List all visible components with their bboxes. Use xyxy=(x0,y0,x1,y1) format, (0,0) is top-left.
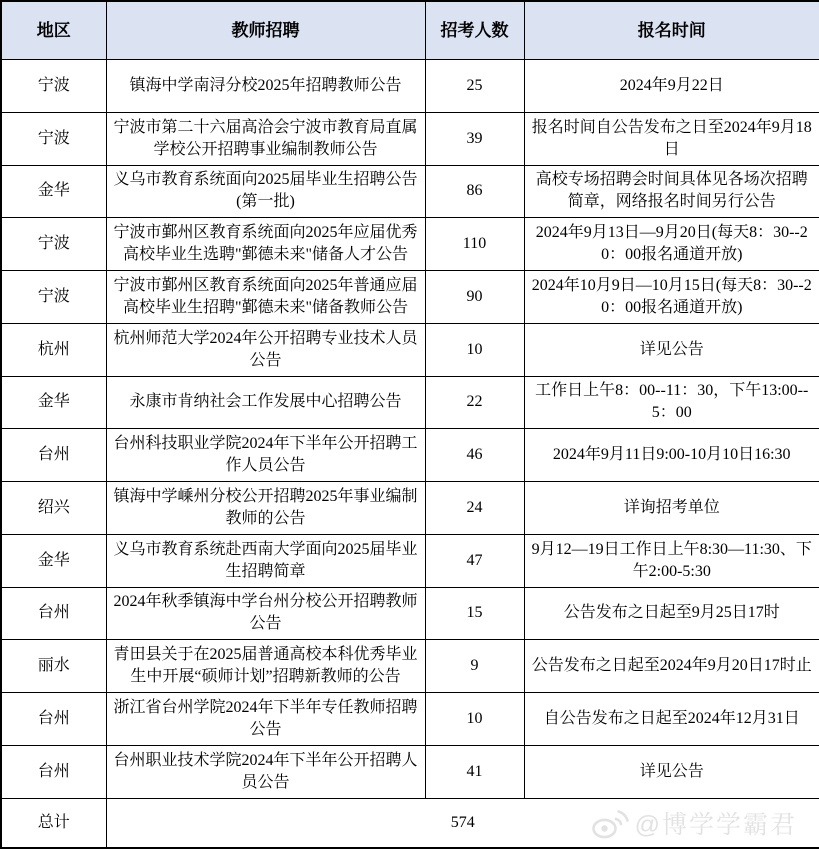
region-cell: 台州 xyxy=(1,429,106,482)
header-row xyxy=(1,1,819,60)
region-cell: 台州 xyxy=(1,745,106,798)
region-cell: 金华 xyxy=(1,376,106,429)
header-count: 招考人数 xyxy=(425,1,524,60)
count-cell: 90 xyxy=(425,271,524,324)
time-cell: 报名时间自公告发布之日至2024年9月18日 xyxy=(524,112,819,165)
time-cell: 工作日上午8：00--11：30，下午13:00--5：00 xyxy=(524,376,819,429)
region-cell: 台州 xyxy=(1,693,106,746)
region-cell: 宁波 xyxy=(1,218,106,271)
time-cell: 详见公告 xyxy=(524,745,819,798)
table-row xyxy=(1,745,819,798)
time-cell: 公告发布之日起至9月25日17时 xyxy=(524,587,819,640)
count-cell: 39 xyxy=(425,112,524,165)
region-cell: 丽水 xyxy=(1,640,106,693)
count-cell: 110 xyxy=(425,218,524,271)
table-row xyxy=(1,112,819,165)
total-value: 574 xyxy=(106,798,819,848)
table-row xyxy=(1,587,819,640)
count-cell: 9 xyxy=(425,640,524,693)
count-cell: 15 xyxy=(425,587,524,640)
title-cell: 台州科技职业学院2024年下半年公开招聘工作人员公告 xyxy=(106,429,425,482)
title-cell: 青田县关于在2025届普通高校本科优秀毕业生中开展“硕师计划”招聘新教师的公告 xyxy=(106,640,425,693)
region-cell: 金华 xyxy=(1,165,106,218)
total-row xyxy=(1,798,819,848)
time-cell: 2024年9月22日 xyxy=(524,60,819,113)
watermark-text: @博学学霸君 xyxy=(634,811,797,839)
count-cell: 86 xyxy=(425,165,524,218)
title-cell: 宁波市鄞州区教育系统面向2025年应届优秀高校毕业生选聘"鄞德未来"储备人才公告 xyxy=(106,218,425,271)
header-time: 报名时间 xyxy=(524,1,819,60)
title-cell: 宁波市第二十六届高洽会宁波市教育局直属学校公开招聘事业编制教师公告 xyxy=(106,112,425,165)
time-cell: 2024年10月9日—10月15日(每天8：30--20：00报名通道开放) xyxy=(524,271,819,324)
count-cell: 22 xyxy=(425,376,524,429)
region-cell: 绍兴 xyxy=(1,482,106,535)
table-header xyxy=(1,1,819,60)
table-row xyxy=(1,429,819,482)
table-row xyxy=(1,165,819,218)
header-title: 教师招聘 xyxy=(106,1,425,60)
title-cell: 杭州师范大学2024年公开招聘专业技术人员公告 xyxy=(106,323,425,376)
table-footer xyxy=(1,798,819,848)
title-cell: 义乌市教育系统面向2025届毕业生招聘公告(第一批) xyxy=(106,165,425,218)
table-row xyxy=(1,640,819,693)
count-cell: 47 xyxy=(425,534,524,587)
region-cell: 金华 xyxy=(1,534,106,587)
time-cell: 高校专场招聘会时间具体见各场次招聘简章，网络报名时间另行公告 xyxy=(524,165,819,218)
count-cell: 24 xyxy=(425,482,524,535)
total-label: 总计 xyxy=(1,798,106,848)
time-cell: 9月12—19日工作日上午8:30—11:30、下午2:00-5:30 xyxy=(524,534,819,587)
table-row xyxy=(1,534,819,587)
title-cell: 宁波市鄞州区教育系统面向2025年普通应届高校毕业生招聘"鄞德未来"储备教师公告 xyxy=(106,271,425,324)
time-cell: 自公告发布之日起至2024年12月31日 xyxy=(524,693,819,746)
header-region: 地区 xyxy=(1,1,106,60)
table-row xyxy=(1,482,819,535)
title-cell: 2024年秋季镇海中学台州分校公开招聘教师公告 xyxy=(106,587,425,640)
table-row xyxy=(1,323,819,376)
title-cell: 镇海中学嵊州分校公开招聘2025年事业编制教师的公告 xyxy=(106,482,425,535)
time-cell: 详见公告 xyxy=(524,323,819,376)
table-row xyxy=(1,271,819,324)
table-body xyxy=(1,60,819,799)
time-cell: 公告发布之日起至2024年9月20日17时止 xyxy=(524,640,819,693)
count-cell: 41 xyxy=(425,745,524,798)
title-cell: 镇海中学南浔分校2025年招聘教师公告 xyxy=(106,60,425,113)
time-cell: 2024年9月13日—9月20日(每天8：30--20：00报名通道开放) xyxy=(524,218,819,271)
region-cell: 台州 xyxy=(1,587,106,640)
region-cell: 宁波 xyxy=(1,60,106,113)
time-cell: 详询招考单位 xyxy=(524,482,819,535)
count-cell: 25 xyxy=(425,60,524,113)
count-cell: 10 xyxy=(425,693,524,746)
region-cell: 宁波 xyxy=(1,112,106,165)
title-cell: 台州职业技术学院2024年下半年公开招聘人员公告 xyxy=(106,745,425,798)
time-cell: 2024年9月11日9:00-10月10日16:30 xyxy=(524,429,819,482)
title-cell: 浙江省台州学院2024年下半年专任教师招聘公告 xyxy=(106,693,425,746)
table-row xyxy=(1,60,819,113)
title-cell: 义乌市教育系统赴西南大学面向2025届毕业生招聘简章 xyxy=(106,534,425,587)
title-cell: 永康市肯纳社会工作发展中心招聘公告 xyxy=(106,376,425,429)
region-cell: 宁波 xyxy=(1,271,106,324)
table-row xyxy=(1,218,819,271)
table-row xyxy=(1,376,819,429)
count-cell: 10 xyxy=(425,323,524,376)
table-row xyxy=(1,693,819,746)
count-cell: 46 xyxy=(425,429,524,482)
region-cell: 杭州 xyxy=(1,323,106,376)
